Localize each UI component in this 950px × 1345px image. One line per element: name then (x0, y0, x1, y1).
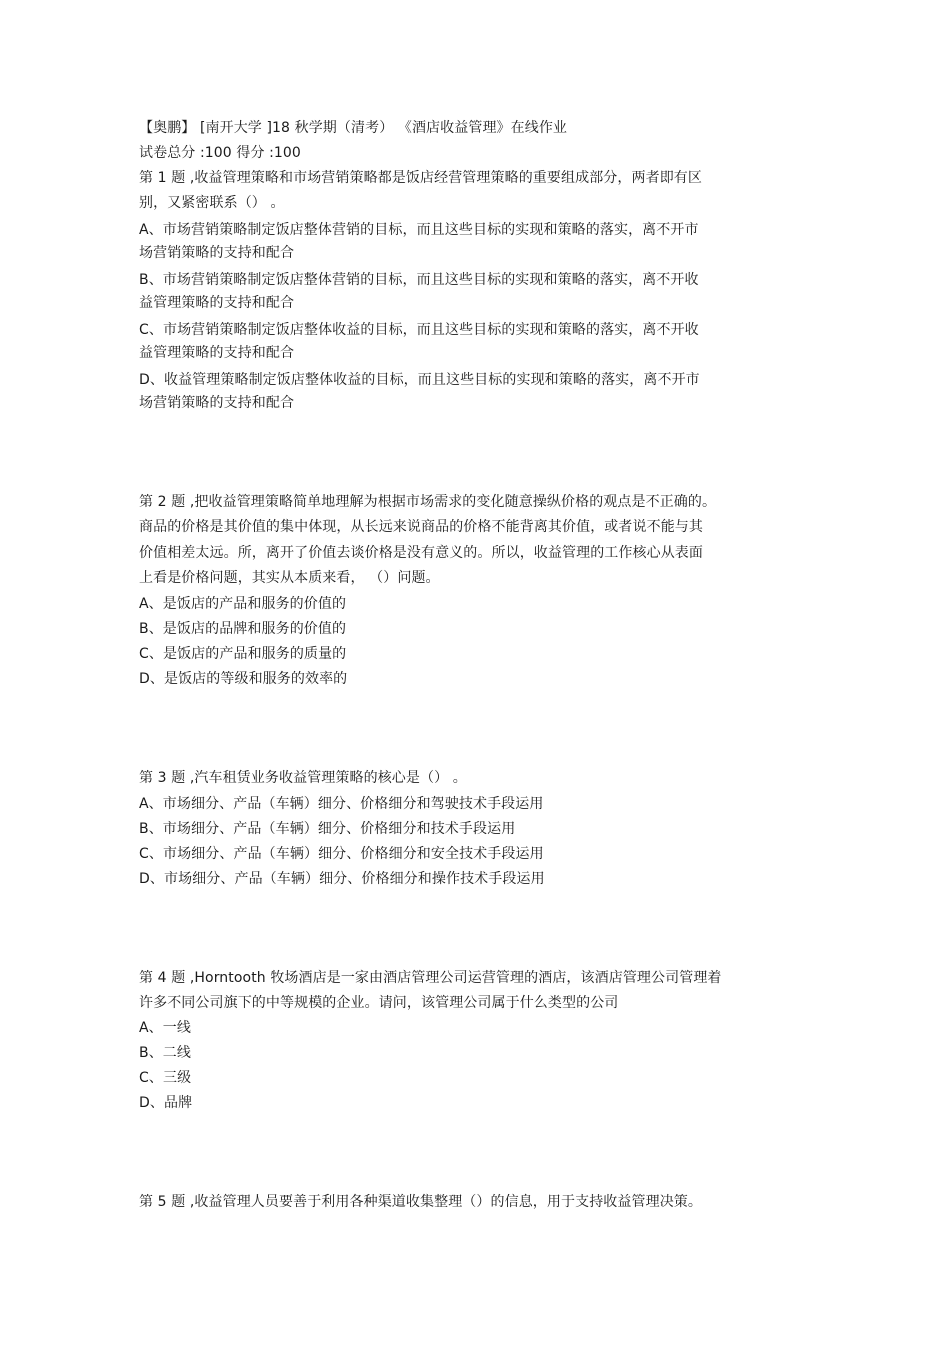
option-a-cont: 场营销策略的支持和配合 (139, 245, 295, 261)
option-c: C、是饭店的产品和服务的质量的 (139, 646, 347, 662)
option-b-cont: 益管理策略的支持和配合 (139, 295, 295, 311)
option-d: D、品牌 (139, 1095, 193, 1111)
option-c: C、三级 (139, 1070, 192, 1086)
option-a: A、一线 (139, 1020, 191, 1036)
option-d: D、市场细分、产品（车辆）细分、价格细分和操作技术手段运用 (139, 871, 545, 887)
option-b: B、市场细分、产品（车辆）细分、价格细分和技术手段运用 (139, 821, 516, 837)
option-d: D、收益管理策略制定饭店整体收益的目标，而且这些目标的实现和策略的落实，离不开市 (139, 372, 700, 388)
option-b: B、市场营销策略制定饭店整体营销的目标，而且这些目标的实现和策略的落实，离不开收 (139, 272, 699, 288)
option-a: A、市场细分、产品（车辆）细分、价格细分和驾驶技术手段运用 (139, 796, 544, 812)
question-text-line: 别，又紧密联系（） 。 (139, 195, 285, 211)
document-title: 【奥鹏】 [南开大学 ]18 秋学期（清考） 《酒店收益管理》在线作业 (139, 120, 568, 136)
question-text-line: 许多不同公司旗下的中等规模的企业。请问，该管理公司属于什么类型的公司 (139, 995, 619, 1011)
option-c-cont: 益管理策略的支持和配合 (139, 345, 295, 361)
question-text-line: 第 3 题 ,汽车租赁业务收益管理策略的核心是（） 。 (139, 770, 467, 786)
option-a: A、市场营销策略制定饭店整体营销的目标，而且这些目标的实现和策略的落实，离不开市 (139, 222, 699, 238)
option-b: B、是饭店的品牌和服务的价值的 (139, 621, 347, 637)
option-c: C、市场细分、产品（车辆）细分、价格细分和安全技术手段运用 (139, 846, 544, 862)
option-c: C、市场营销策略制定饭店整体收益的目标，而且这些目标的实现和策略的落实，离不开收 (139, 322, 699, 338)
option-d: D、是饭店的等级和服务的效率的 (139, 671, 348, 687)
question-text-line: 第 1 题 ,收益管理策略和市场营销策略都是饭店经营管理策略的重要组成部分，两者即有区 (139, 170, 703, 186)
question-text-line: 第 5 题 ,收益管理人员要善于利用各种渠道收集整理（）的信息，用于支持收益管理决策。 (139, 1194, 703, 1210)
score-line: 试卷总分 :100 得分 :100 (139, 145, 301, 161)
question-text-line: 商品的价格是其价值的集中体现，从长远来说商品的价格不能背离其价值，或者说不能与其 (139, 519, 703, 535)
question-text-line: 第 2 题 ,把收益管理策略简单地理解为根据市场需求的变化随意操纵价格的观点是不正确的。 (139, 494, 717, 510)
option-d-cont: 场营销策略的支持和配合 (139, 395, 295, 411)
question-text-line: 第 4 题 ,Horntooth 牧场酒店是一家由酒店管理公司运营管理的酒店，该酒店管理公司管理着 (139, 970, 722, 986)
question-text-line: 价值相差太远。所，离开了价值去谈价格是没有意义的。所以，收益管理的工作核心从表面 (139, 545, 703, 561)
option-b: B、二线 (139, 1045, 192, 1061)
question-text-line: 上看是价格问题，其实从本质来看， （）问题。 (139, 570, 440, 586)
option-a: A、是饭店的产品和服务的价值的 (139, 596, 347, 612)
